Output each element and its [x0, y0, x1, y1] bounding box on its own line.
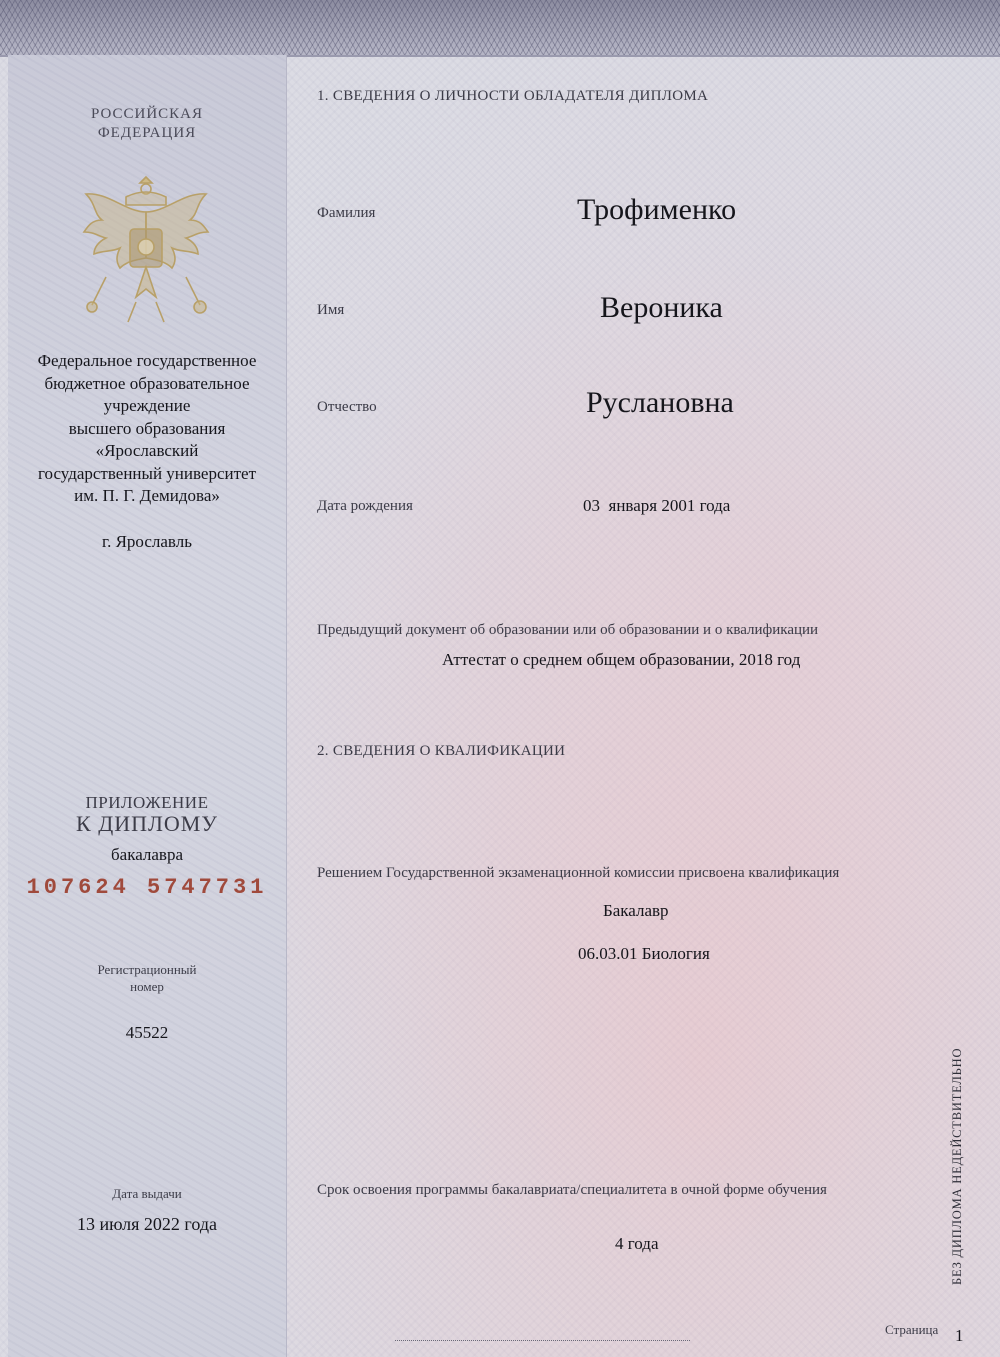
program-duration-label: Срок освоения программы бакалавриата/специалитета в очной форме обучения — [317, 1182, 827, 1198]
previous-document-label: Предыдущий документ об образовании или об образовании и о квалификации — [317, 622, 819, 638]
section-2-title: 2. СВЕДЕНИЯ О КВАЛИФИКАЦИИ — [317, 743, 566, 759]
registration-label: Регистрационный номер — [97, 962, 197, 994]
country-name: РОССИЙСКАЯ ФЕДЕРАЦИЯ — [90, 106, 204, 141]
issue-date-label: Дата выдачи — [112, 1186, 182, 1201]
left-panel — [8, 55, 287, 1357]
serial-number: 107624 5747731 — [26, 875, 268, 900]
page-label: Страница — [885, 1322, 939, 1337]
birthdate-label: Дата рождения — [317, 498, 413, 514]
qualification-decision-label: Решением Государственной экзаменационной комиссии присвоена квалификация — [317, 865, 840, 881]
validity-note: БЕЗ ДИПЛОМА НЕДЕЙСТВИТЕЛЬНО — [950, 1047, 964, 1285]
name-label: Имя — [317, 302, 345, 318]
specialty-value: 06.03.01 Биология — [578, 944, 710, 963]
patronymic-value: Руслановна — [586, 386, 734, 419]
name-value: Вероника — [600, 291, 723, 324]
birthdate-value: 03 января 2001 года — [583, 496, 731, 515]
previous-document-value: Аттестат о среднем общем образовании, 2018 год — [442, 650, 801, 669]
surname-label: Фамилия — [317, 205, 376, 221]
coat-of-arms-icon — [66, 167, 226, 332]
security-pattern-band — [0, 0, 1000, 57]
qualification-value: Бакалавр — [603, 901, 669, 920]
section-1-title: 1. СВЕДЕНИЯ О ЛИЧНОСТИ ОБЛАДАТЕЛЯ ДИПЛОМА — [317, 88, 709, 104]
surname-value: Трофименко — [577, 193, 737, 226]
appendix-title: ПРИЛОЖЕНИЕ К ДИПЛОМУ — [76, 793, 218, 836]
organization-name: Федеральное государственное бюджетное образовательное учреждение высшего образования «Ярославский государственный университет им. П. Г. Демидова» — [37, 351, 257, 505]
registration-number: 45522 — [125, 1023, 169, 1042]
bottom-divider — [395, 1340, 690, 1341]
issue-date: 13 июля 2022 года — [77, 1214, 217, 1234]
city: г. Ярославль — [102, 532, 192, 551]
page-number: 1 — [955, 1326, 964, 1345]
degree-level: бакалавра — [111, 845, 183, 864]
patronymic-label: Отчество — [317, 399, 377, 415]
program-duration-value: 4 года — [615, 1234, 659, 1253]
